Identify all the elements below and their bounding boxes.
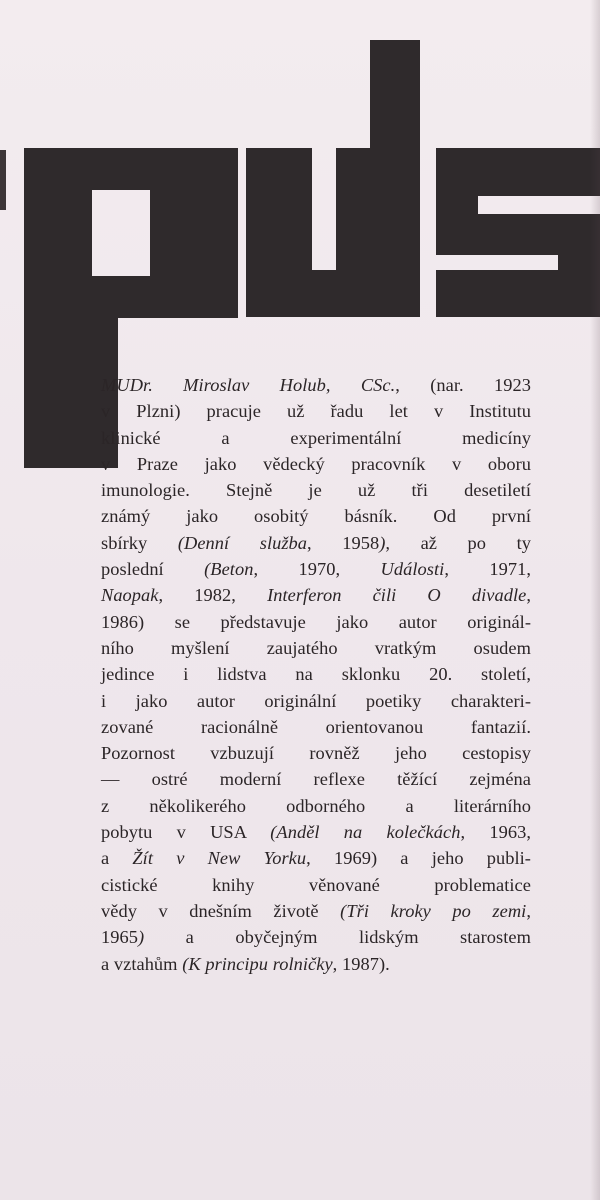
text-run: , 1970, <box>253 559 381 580</box>
text-run: imunologie. Stejně je už tři desetiletí <box>101 480 531 501</box>
text-line <box>101 872 531 898</box>
text-run: pobytu v USA <box>101 822 271 843</box>
text-run: z několikerého odborného a literárního <box>101 795 531 816</box>
text-line <box>101 451 531 477</box>
text-line <box>101 951 531 977</box>
italic-run: Žít v New Yorku <box>132 848 307 869</box>
text-run: sbírky <box>101 532 178 553</box>
text-line <box>101 740 531 766</box>
text-line <box>101 845 531 871</box>
text-run: , 1987). <box>332 953 390 974</box>
italic-run: Interferon čili O divadle <box>267 585 527 606</box>
text-line <box>101 425 531 451</box>
text-line <box>101 898 531 924</box>
text-line <box>101 924 531 950</box>
text-run: , 1971, <box>444 559 531 580</box>
text-line <box>101 503 531 529</box>
text-run: a vztahům <box>101 953 183 974</box>
text-line <box>101 372 531 398</box>
text-line <box>101 398 531 424</box>
italic-run: ) <box>137 927 145 948</box>
text-run: a obyčejným lidským starostem <box>144 927 531 948</box>
text-run: 1965 <box>101 927 138 948</box>
text-line <box>101 661 531 687</box>
text-line <box>101 766 531 792</box>
text-line <box>101 819 531 845</box>
text-run: ního myšlení zaujatého vratkým osudem <box>101 637 531 658</box>
text-run: známý jako osobitý básník. Od první <box>101 506 531 527</box>
text-line <box>101 477 531 503</box>
text-run: , 1963, <box>460 822 531 843</box>
italic-run: Události <box>380 559 445 580</box>
italic-run: (Anděl na kolečkách <box>270 822 461 843</box>
text-run: jedince i lidstva na sklonku 20. století, <box>101 664 531 685</box>
text-run: — ostré moderní reflexe těžící zejména <box>101 769 531 790</box>
text-run: , 1982, <box>158 585 268 606</box>
text-run: poslední <box>101 559 205 580</box>
italic-run: (Beton <box>204 559 254 580</box>
text-run: i jako autor originální poetiky charakteri- <box>101 690 531 711</box>
italic-run: Naopak <box>101 585 159 606</box>
text-run: v Praze jako vědecký pracovník v oboru <box>101 453 531 474</box>
text-line <box>101 714 531 740</box>
text-run: Pozornost vzbuzují rovněž jeho cestopisy <box>101 743 531 764</box>
text-line <box>101 609 531 635</box>
italic-run: (Denní služba <box>177 532 308 553</box>
text-line <box>101 688 531 714</box>
text-run: , 1958 <box>307 532 380 553</box>
text-line <box>101 793 531 819</box>
text-run: , <box>526 585 531 606</box>
text-run: klinické a experimentální medicíny <box>101 427 531 448</box>
text-run: cistické knihy věnované problematice <box>101 874 531 895</box>
right-edge-shadow <box>590 0 600 1200</box>
text-run: a <box>101 848 133 869</box>
text-run: v Plzni) pracuje už řadu let v Institutu <box>101 401 531 422</box>
text-run: 1986) se představuje jako autor originál- <box>101 611 531 632</box>
author-biography <box>101 372 531 977</box>
text-line <box>101 635 531 661</box>
text-run: až po ty <box>390 532 531 553</box>
text-line <box>101 530 531 556</box>
text-line <box>101 582 531 608</box>
italic-run: (Tři kroky po zemi <box>340 900 527 921</box>
italic-run: MUDr. Miroslav Holub, CSc. <box>101 375 396 395</box>
text-run: , <box>526 900 531 921</box>
text-run: vědy v dnešním životě <box>101 900 341 921</box>
italic-run: (K principu rolničky <box>182 953 333 974</box>
text-run: , 1969) a jeho publi- <box>306 848 531 869</box>
italic-run: ), <box>379 532 391 553</box>
text-run: zované racionálně orientovanou fantazií. <box>101 716 531 737</box>
text-run: , (nar. 1923 <box>395 375 531 395</box>
text-line <box>101 556 531 582</box>
